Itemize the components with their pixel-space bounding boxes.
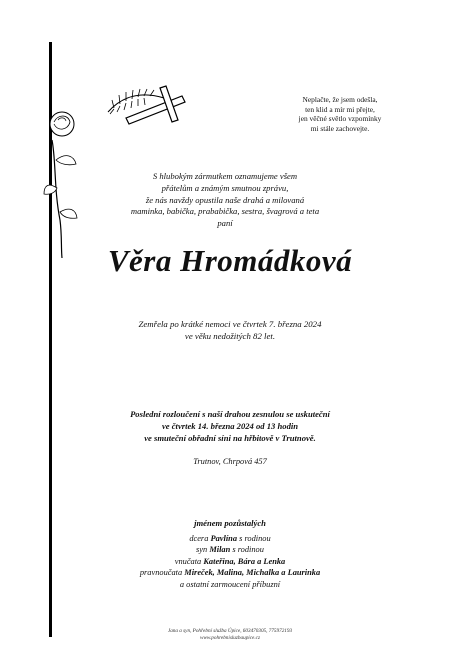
survivors-list <box>70 533 390 590</box>
intro-line: paní <box>217 218 233 229</box>
survivor-role: vnučata <box>174 556 202 566</box>
quote-line: Neplačte, že jsem odešla, <box>302 95 378 104</box>
funeral-service-footer <box>80 628 380 642</box>
quote-line: mi stále zachovejte. <box>310 123 370 133</box>
rose-icon <box>42 100 86 260</box>
survivor-suffix: s rodinou <box>239 534 271 543</box>
footer-link[interactable]: www.pohrebnisluzbaupice.cz <box>200 635 260 641</box>
announcement-intro <box>95 171 355 230</box>
cross-with-palm-icon <box>104 84 194 130</box>
funeral-line: ve čtvrtek 14. března 2024 od 13 hodin <box>161 421 299 431</box>
intro-line: S hlubokým zármutkem oznamujeme všem <box>152 171 298 181</box>
survivor-suffix: s rodinou <box>232 545 264 555</box>
survivor-line <box>70 567 390 578</box>
on-behalf-heading: jménem pozůstalých <box>194 518 266 528</box>
quote-line: ten klid a mír mi přejte, <box>305 104 375 114</box>
survivor-line <box>70 533 390 544</box>
survivor-line <box>70 579 390 590</box>
survivor-name: Pavlína <box>210 534 238 543</box>
survivor-role: syn <box>196 545 208 555</box>
intro-line: maminka, babička, prababička, sestra, švagrová a teta <box>130 206 320 217</box>
survivor-name: Kateřina, Bára a Lenka <box>203 556 286 566</box>
deceased-name: Věra Hromádková <box>107 243 353 278</box>
survivor-line <box>70 556 390 567</box>
footer-line: Jana a syn, Pohřební služba Úpice, 603470305, 775972193 <box>167 628 293 634</box>
survivor-name: Milan <box>209 545 231 555</box>
survivor-line <box>70 544 390 555</box>
intro-line: že nás navždy opustila naše drahá a milovaná <box>145 194 305 205</box>
survivor-role: a ostatní zarmoucení příbuzní <box>179 579 281 589</box>
death-notice-line: Zemřela po krátké nemoci ve čtvrtek 7. března 2024 <box>138 319 322 329</box>
funeral-line: ve smuteční obřadní síni na hřbitově v Trutnově. <box>144 433 316 443</box>
survivor-role: dcera <box>189 534 209 543</box>
funeral-line: Poslední rozloučení s naší drahou zesnulou se uskuteční <box>130 409 330 419</box>
intro-line: přátelům a známým smutnou zprávu, <box>161 182 289 193</box>
death-notice <box>80 318 380 342</box>
funeral-details <box>80 408 380 444</box>
memorial-quote <box>270 95 410 133</box>
quote-line: jen věčné světlo vzpomínky <box>298 114 382 124</box>
death-notice-line: ve věku nedožitých 82 let. <box>184 331 276 341</box>
survivor-name: Mireček, Malina, Michalka a Laurinka <box>184 568 321 578</box>
survivor-role: pravnoučata <box>139 568 183 578</box>
family-address: Trutnov, Chrpová 457 <box>193 457 267 466</box>
